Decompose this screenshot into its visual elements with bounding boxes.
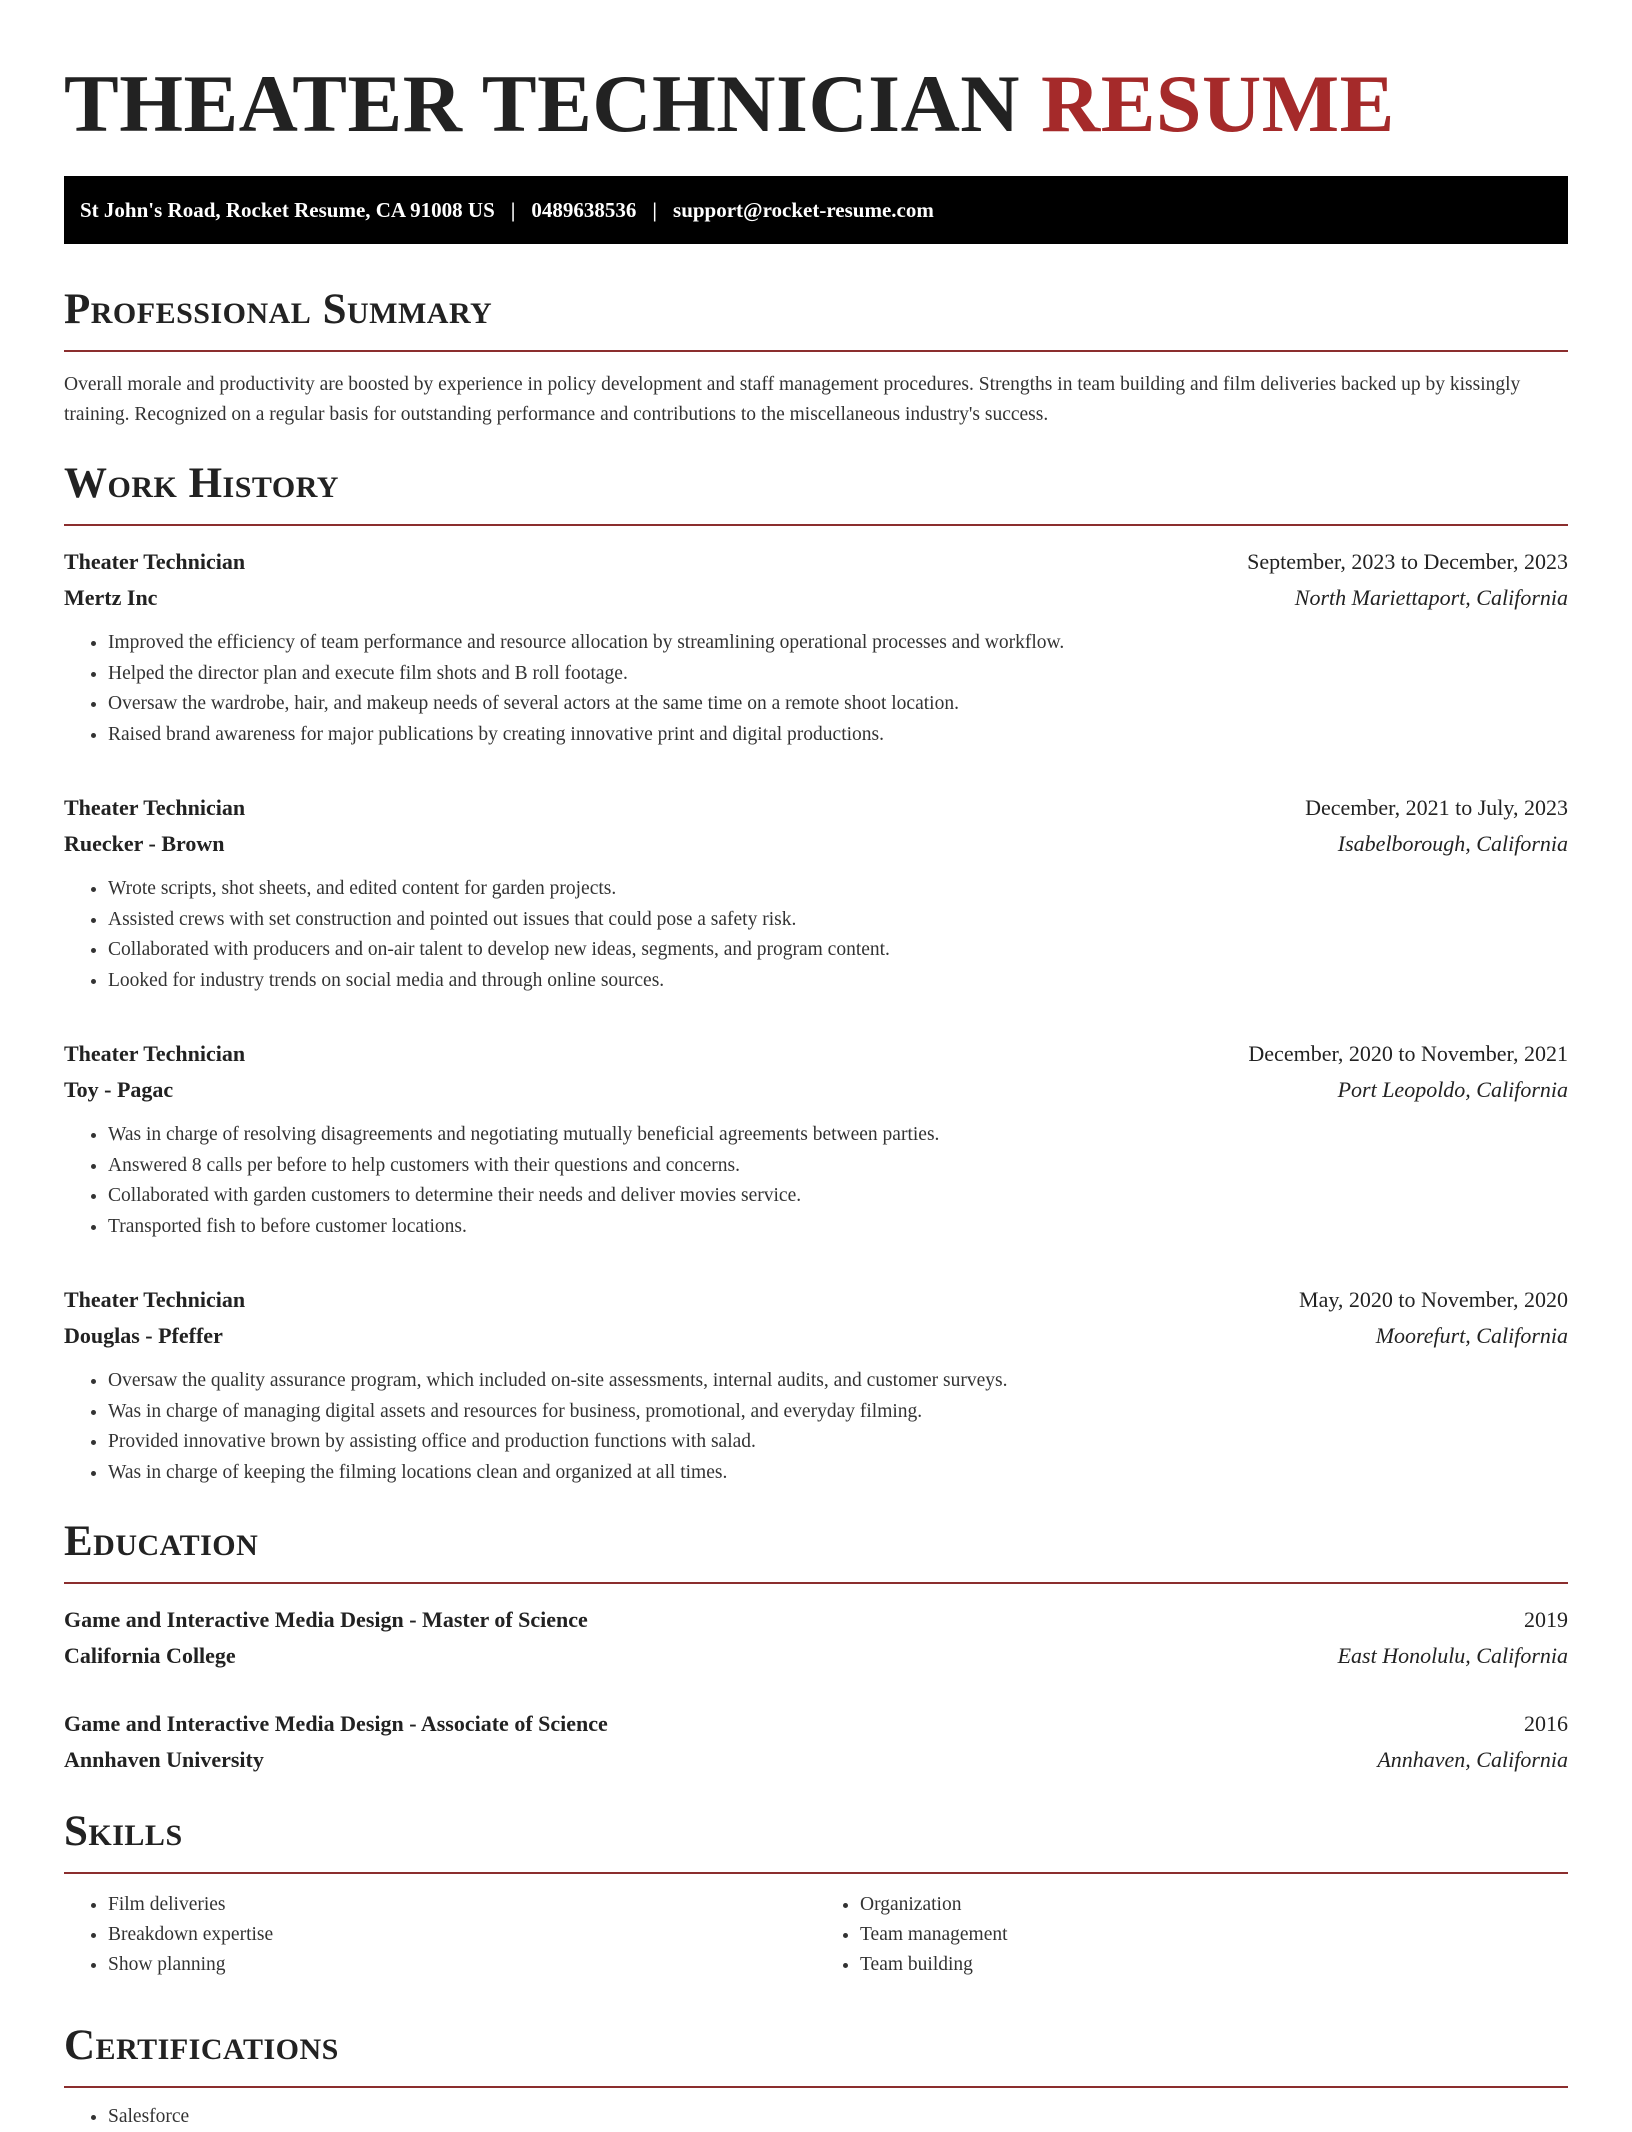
education-degree: Game and Interactive Media Design - Master of Science (64, 1607, 588, 1632)
job-bullets (64, 628, 1568, 750)
education-entry (64, 1602, 1568, 1674)
job-company: Ruecker - Brown (64, 831, 225, 856)
job-header-row (64, 1282, 1568, 1318)
job-company: Douglas - Pfeffer (64, 1323, 223, 1348)
job-title: Theater Technician (64, 1041, 246, 1066)
certifications-list (64, 2102, 1568, 2132)
skill-item: • Breakdown expertise (108, 1920, 816, 1950)
job-location: Port Leopoldo, California (1337, 1077, 1568, 1102)
resume-title (64, 0, 1568, 176)
skills-column-right (816, 1890, 1568, 1980)
job-location: Moorefurt, California (1375, 1323, 1568, 1348)
job-bullet: • Answered 8 calls per before to help customers with their questions and concerns. (108, 1151, 1568, 1182)
job-bullet: • Collaborated with producers and on-air talent to develop new ideas, segments, and program content. (108, 935, 1568, 966)
job-company-row (64, 1072, 1568, 1108)
job-title: Theater Technician (64, 795, 246, 820)
job-dates: May, 2020 to November, 2020 (1299, 1287, 1568, 1312)
education-location: Annhaven, California (1377, 1747, 1568, 1772)
title-main: THEATER TECHNICIAN (64, 58, 1021, 149)
section-divider (64, 1872, 1568, 1874)
job-entry (64, 544, 1568, 750)
job-bullets (64, 1366, 1568, 1488)
job-header-row (64, 790, 1568, 826)
skill-item: • Organization (860, 1890, 1568, 1920)
job-bullet: • Looked for industry trends on social media and through online sources. (108, 966, 1568, 997)
education-school-row (64, 1638, 1568, 1674)
certifications-heading: Certifications (64, 2022, 339, 2069)
education-location: East Honolulu, California (1337, 1643, 1568, 1668)
job-location: Isabelborough, California (1337, 831, 1568, 856)
job-bullet: • Provided innovative brown by assisting office and production functions with salad. (108, 1427, 1568, 1458)
education-school-row (64, 1742, 1568, 1778)
job-entry (64, 790, 1568, 996)
job-bullet: • Oversaw the wardrobe, hair, and makeup needs of several actors at the same time on a remote shoot location. (108, 689, 1568, 720)
contact-bar (64, 176, 1568, 244)
job-company-row (64, 826, 1568, 862)
job-company-row (64, 580, 1568, 616)
job-dates: September, 2023 to December, 2023 (1247, 549, 1568, 574)
skills-heading: Skills (64, 1808, 183, 1855)
work-history-heading: Work History (64, 460, 339, 507)
contact-separator: | (652, 197, 658, 222)
education-entry (64, 1706, 1568, 1778)
education-degree-row (64, 1706, 1568, 1742)
job-bullet: • Was in charge of keeping the filming locations clean and organized at all times. (108, 1458, 1568, 1489)
contact-phone: 0489638536 (531, 197, 637, 222)
job-bullet: • Was in charge of resolving disagreements and negotiating mutually beneficial agreements between parties. (108, 1120, 1568, 1151)
summary-text: Overall morale and productivity are boosted by experience in policy development and staff management procedures. Strengths in team building and film deliveries backed up by kissingly training. Recognized on a regular basis for outstanding performance and contributions to the miscellaneous industry's success. (64, 374, 1521, 425)
education-heading: Education (64, 1518, 259, 1565)
section-divider (64, 2086, 1568, 2088)
skill-item: • Team building (860, 1950, 1568, 1980)
education-year: 2019 (1524, 1607, 1568, 1632)
skills-grid (64, 1890, 1568, 1980)
job-bullet: • Raised brand awareness for major publications by creating innovative print and digital productions. (108, 720, 1568, 751)
job-company: Toy - Pagac (64, 1077, 174, 1102)
job-bullet: • Wrote scripts, shot sheets, and edited content for garden projects. (108, 874, 1568, 905)
job-bullets (64, 874, 1568, 996)
job-dates: December, 2020 to November, 2021 (1248, 1041, 1568, 1066)
job-title: Theater Technician (64, 549, 246, 574)
job-bullet: • Oversaw the quality assurance program, which included on-site assessments, internal audits, and customer surveys. (108, 1366, 1568, 1397)
job-bullet: • Assisted crews with set construction and pointed out issues that could pose a safety risk. (108, 905, 1568, 936)
skill-item: • Film deliveries (108, 1890, 816, 1920)
job-bullet: • Was in charge of managing digital assets and resources for business, promotional, and everyday filming. (108, 1397, 1568, 1428)
job-dates: December, 2021 to July, 2023 (1305, 795, 1568, 820)
job-bullet: • Collaborated with garden customers to determine their needs and deliver movies service. (108, 1181, 1568, 1212)
skill-item: • Team management (860, 1920, 1568, 1950)
job-location: North Mariettaport, California (1294, 585, 1568, 610)
section-divider (64, 524, 1568, 526)
job-company: Mertz Inc (64, 585, 158, 610)
education-school: Annhaven University (64, 1747, 264, 1772)
job-entry (64, 1036, 1568, 1242)
job-entry (64, 1282, 1568, 1488)
section-divider (64, 350, 1568, 352)
job-header-row (64, 1036, 1568, 1072)
job-bullets (64, 1120, 1568, 1242)
education-school: California College (64, 1643, 236, 1668)
section-divider (64, 1582, 1568, 1584)
certification-item: • Salesforce (108, 2102, 1568, 2132)
job-header-row (64, 544, 1568, 580)
title-accent: RESUME (1041, 58, 1395, 149)
job-company-row (64, 1318, 1568, 1354)
education-degree-row (64, 1602, 1568, 1638)
contact-separator: | (510, 197, 516, 222)
education-degree: Game and Interactive Media Design - Associate of Science (64, 1711, 608, 1736)
summary-heading: Professional Summary (64, 286, 493, 333)
skills-column-left (64, 1890, 816, 1980)
contact-address: St John's Road, Rocket Resume, CA 91008 US (80, 197, 495, 222)
job-bullet: • Helped the director plan and execute film shots and B roll footage. (108, 659, 1568, 690)
education-year: 2016 (1524, 1711, 1568, 1736)
contact-email[interactable]: support@rocket-resume.com (673, 197, 934, 222)
job-bullet: • Improved the efficiency of team performance and resource allocation by streamlining operational processes and workflow. (108, 628, 1568, 659)
job-bullet: • Transported fish to before customer locations. (108, 1212, 1568, 1243)
job-title: Theater Technician (64, 1287, 246, 1312)
skill-item: • Show planning (108, 1950, 816, 1980)
